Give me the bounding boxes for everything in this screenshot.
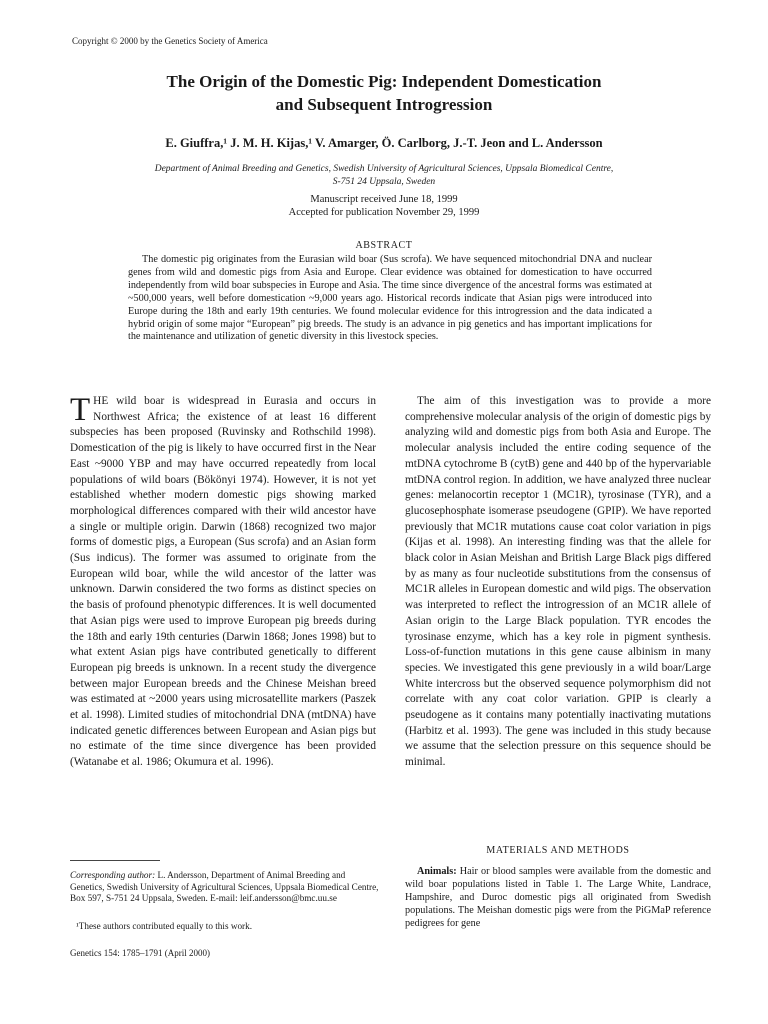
- author-list: E. Giuffra,¹ J. M. H. Kijas,¹ V. Amarger, Ö. Carlborg, J.-T. Jeon and L. Andersson: [165, 136, 603, 150]
- received-date: Manuscript received June 18, 1999: [310, 194, 458, 205]
- corresponding-author-label: Corresponding author:: [70, 870, 156, 880]
- copyright-notice: Copyright © 2000 by the Genetics Society of America: [72, 36, 268, 46]
- abstract-text: The domestic pig originates from the Eurasian wild boar (Sus scrofa). We have sequenced mitochondrial DNA and nuclear genes from wild and domestic pigs from Asia and Europe. Clear evidence was obtained for domestication to have occurred independently from wild boar subspecies in Europe and Asia. The time since divergence of the ancestral forms was estimated at ~500,000 years, well before domestication ~9,000 years ago. Historical records indicate that Asian pigs were introduced into Europe during the 18th and early 19th centuries. We found molecular evidence for this introgression and the data indicated a hybrid origin of some major “European” pig breeds. The study is an advance in pig genetics and has important implications for the maintenance and utilization of genetic diversity in this livestock species.: [128, 254, 652, 343]
- journal-citation: Genetics 154: 1785–1791 (April 2000): [70, 948, 210, 958]
- animals-label: Animals:: [417, 866, 457, 877]
- aim-paragraph: The aim of this investigation was to provide a more comprehensive molecular analysis of the origin of domestic pigs by analyzing wild and domestic pigs from both Asia and Europe. The molecular analysis included the entire coding sequence of the mtDNA cytochrome B (cytB) gene and 440 bp of the hypervariable mtDNA control region. In addition, we have analyzed three nuclear genes: melanocortin receptor 1 (MC1R), tyrosinase (TYR), and a glucosephosphate isomerase pseudogene (GPIP). We have reported previously that MC1R mutations cause coat color variation in pigs (Kijas et al. 1998). An interesting finding was that the allele for black color in Asian Meishan and British Large Black pigs differed by as many as four nucleotide substitutions from the consensus of MC1R alleles in European domestic and wild pigs. The observation was interpreted to reflect the introgression of an MC1R allele of Asian origin to the Large Black population. TYR encodes the tyrosinase enzyme, which has a key role in pigment synthesis. Loss-of-function mutations in this gene cause albinism in many species. We investigated this gene previously in a wild boar/Large White intercross but the observed sequence polymorphism did not correlate with any coat color variation. GPIP is clearly a pseudogene as it contains many potentially inactivating mutations (Harbitz et al. 1993). The gene was included in this study because we assume that the selection pressure on this sequence should be minimal.: [405, 395, 712, 769]
- animals-paragraph: [405, 866, 711, 931]
- corresponding-author-text: L. Andersson, Department of Animal Breeding and Genetics, Swedish University of Agricultural Sciences, Uppsala Biomedical Centre, Box 597, S-751 24 Uppsala, Sweden. E-mail: leif.andersson@bmc.uu.se: [70, 870, 379, 904]
- accepted-date: Accepted for publication November 29, 1999: [288, 207, 480, 218]
- title-line-2: and Subsequent Introgression: [275, 95, 493, 114]
- footnote-divider: [70, 860, 160, 861]
- affiliation-line-1: Department of Animal Breeding and Genetics, Swedish University of Agricultural Sciences, Uppsala Biomedical Centre,: [154, 164, 614, 174]
- affiliation: [110, 163, 658, 189]
- intro-text: HE wild boar is widespread in Eurasia and occurs in Northwest Africa; the existence of at least 16 different subspecies has been proposed (Ruvinsky and Rothschild 1998). Domestication of the pig is likely to have occurred first in the Near East ~9000 YBP and may have occurred repeatedly from local populations of wild boars (Bökönyi 1974). However, it is not yet established whether modern domestic pigs showing marked morphological differences compared with their wild ancestor have a single or multiple origin. Darwin (1868) recognized two major forms of domestic pigs, a European (Sus scrofa) and an Asian form (Sus indicus). The former was assumed to originate from the European wild boar, while the wild ancestor of the latter was unknown. Darwin considered the two forms as distinct species on the basis of profound phenotypic differences. It is well documented that Asian pigs were used to improve European pig breeds during the 18th and early 19th centuries (Darwin 1868; Jones 1998) but to what extent Asian pigs have contributed genetically to different European pig breeds is unknown. In a recent study the divergence between major European breeds and the Chinese Meishan breed was estimated at ~2000 years using microsatellite markers (Paszek et al. 1998). Limited studies of mitochondrial DNA (mtDNA) have indicated genetic differences between European and Asian pigs but no estimate of the time since divergence has been provided (Watanabe et al. 1986; Okumura et al. 1996).: [70, 395, 376, 769]
- title-line-1: The Origin of the Domestic Pig: Independent Domestication: [166, 72, 602, 91]
- manuscript-dates: [72, 193, 696, 219]
- body-column-left: [70, 394, 376, 771]
- intro-paragraph: [70, 394, 376, 771]
- corresponding-author-note: [70, 870, 380, 905]
- equal-contribution-note: ¹These authors contributed equally to this work.: [76, 921, 253, 931]
- affiliation-line-2: S-751 24 Uppsala, Sweden: [332, 177, 436, 187]
- body-column-right: [405, 394, 711, 771]
- paper-title: [72, 70, 696, 116]
- animals-text: Hair or blood samples were available from the domestic and wild boar populations listed in Table 1. The Large White, Landrace, Hampshire, and Duroc domestic pigs all originated from Swedish populations. The Meishan domestic pigs were from the PiGMaP reference pedigrees for gene: [405, 866, 711, 929]
- methods-heading: MATERIALS AND METHODS: [486, 845, 630, 856]
- abstract-heading: ABSTRACT: [355, 240, 413, 251]
- drop-cap: T: [70, 392, 91, 428]
